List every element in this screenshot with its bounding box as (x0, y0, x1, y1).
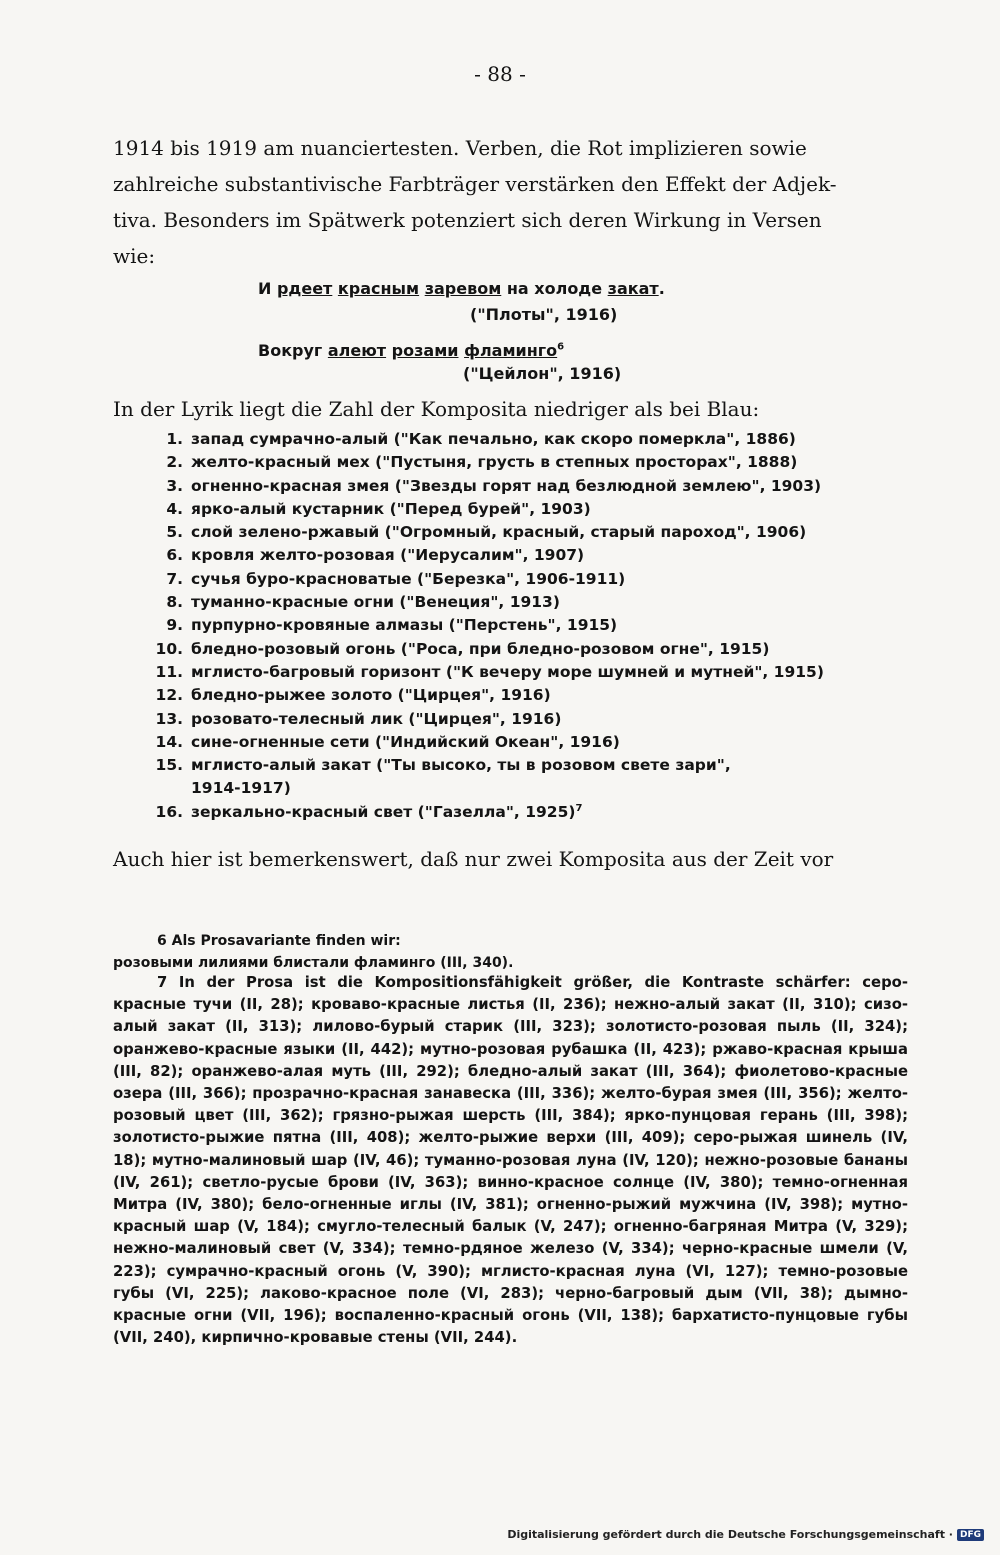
quote-word-underlined: розами (391, 341, 459, 360)
dfg-logo-icon: DFG (957, 1529, 984, 1541)
footnote-7 (113, 972, 908, 1349)
list-text: запад сумрачно-алый ("Как печально, как скоро померкла", 1886) (191, 430, 796, 448)
quote-plots-source: ("Плоты", 1916) (470, 305, 618, 324)
list-number: 10. (155, 639, 183, 658)
list-item (113, 614, 893, 637)
list-text: бледно-рыжее золото ("Цирцея", 1916) (191, 686, 551, 705)
quote-plots-verse (258, 276, 665, 302)
list-item (113, 801, 893, 824)
list-number: 9. (166, 616, 183, 635)
list-number: 2. (166, 453, 183, 472)
intro-line-2: zahlreiche substantivische Farbträger verstärken den Effekt der Adjek- (113, 172, 837, 196)
list-number-blank (113, 777, 191, 800)
list-number: 5. (166, 523, 183, 542)
footnote-7-text (113, 972, 908, 1349)
quote-word: на холоде (506, 279, 603, 298)
quote-word: И (258, 279, 272, 298)
list-number: 15. (155, 756, 183, 775)
list-number: 6. (166, 546, 183, 565)
list-item (113, 731, 893, 754)
dfg-credit (507, 1528, 984, 1541)
list-text: огненно-красная змея ("Звезды горят над безлюдной землею", 1903) (191, 476, 822, 495)
compound-list (113, 428, 893, 824)
list-text: 1914-1917) (191, 779, 291, 798)
list-item (113, 684, 893, 707)
list-item (113, 661, 893, 684)
quote-word-underlined: фламинго (464, 341, 558, 360)
footnote-ref-7: 7 (575, 802, 583, 814)
quote-word-underlined: заревом (424, 279, 502, 298)
quote-end-punct: . (658, 279, 665, 298)
list-number: 12. (155, 686, 183, 705)
footnote-6 (113, 930, 913, 974)
list-number: 4. (166, 499, 183, 518)
quote-word-underlined: алеют (327, 341, 387, 360)
list-text: розовато-телесный лик ("Цирцея", 1916) (191, 709, 562, 728)
list-text: ярко-алый кустарник ("Перед бурей", 1903) (191, 499, 591, 518)
footnote-ref-6: 6 (557, 341, 565, 353)
quote-word-underlined: рдеет (276, 279, 333, 298)
list-item (113, 708, 893, 731)
closing-text: Auch hier ist bemerkenswert, daß nur zwei Komposita aus der Zeit vor (113, 847, 834, 871)
list-text: мглисто-алый закат ("Ты высоко, ты в розовом свете зари", (191, 756, 731, 775)
footnote-6-body: розовыми лилиями блистали фламинго (III, 340). (113, 955, 514, 971)
list-number: 3. (166, 476, 183, 495)
list-number: 11. (155, 662, 183, 681)
intro-line-1: 1914 bis 1919 am nuanciertesten. Verben, die Rot implizieren sowie (113, 136, 807, 160)
footnote-7-head: 7 In der Prosa ist die Kompositionsfähigkeit größer, die Kontraste schärfer: (157, 974, 851, 991)
list-number: 7. (166, 569, 183, 588)
list-number: 13. (155, 709, 183, 728)
list-number: 1. (166, 430, 183, 448)
list-number: 14. (155, 732, 183, 751)
quote-word-underlined: закат (607, 279, 659, 298)
intro-paragraph (113, 130, 911, 274)
list-item (113, 638, 893, 661)
footnote-7-body: серо-красные тучи (II, 28); кроваво-красные листья (II, 236); нежно-алый закат (II, 310); сизо-алый закат (II, 313); лилово-бурый старик (III, 323); золотисто-розовая пыль (II, 324); оранжево-красные языки (II, 442); мутно-розовая рубашка (II, 423); ржаво-красная крыша (III, 82); оранжево-алая муть (III, 292); бледно-алый закат (III, 364); фиолетово-красные озера (III, 366); прозрачно-красная занавеска (III, 336); желто-бурая змея (III, 356); желто-розовый цвет (III, 362); грязно-рыжая шерсть (III, 384); ярко-пунцовая герань (III, 398); золотисто-рыжие пятна (III, 408); желто-рыжие верхи (III, 409); серо-рыжая шинель (IV, 18); мутно-малиновый шар (IV, 46); туманно-розовая луна (IV, 120); нежно-розовые бананы (IV, 261); светло-русые брови (IV, 363); винно-красное солнце (IV, 380); темно-огненная Митра (IV, 380); бело-огненные иглы (IV, 381); огненно-рыжий мужчина (IV, 398); мутно-красный шар (V, 184); смугло-телесный балык (V, 247); огненно-багряная Митра (V, 329); нежно-малиновый свет (V, 334); темно-рдяное железо (V, 334); черно-красные шмели (V, 223); сумрачно-красный огонь (V, 390); мглисто-красная луна (VI, 127); темно-розовые губы (VI, 225); лаково-красное поле (VI, 283); черно-багровый дым (VII, 38); дымно-красные огни (VII, 196); воспаленно-красный огонь (VII, 138); бархатисто-пунцовые губы (VII, 240), кирпично-кровавые стены (VII, 244). (113, 974, 908, 1347)
list-item (113, 498, 893, 521)
list-text: сучья буро-красноватые ("Березка", 1906-1911) (191, 569, 626, 588)
list-item (113, 428, 893, 451)
footnote-6-head: 6 Als Prosavariante finden wir: (157, 933, 401, 949)
quote-word-underlined: красным (337, 279, 420, 298)
list-item (113, 754, 893, 777)
list-text: туманно-красные огни ("Венеция", 1913) (191, 593, 560, 612)
list-text-main: зеркально-красный свет ("Газелла", 1925) (191, 802, 576, 821)
list-item (113, 521, 893, 544)
list-item (113, 544, 893, 567)
quote-word: Вокруг (258, 341, 323, 360)
list-number: 8. (166, 593, 183, 612)
dfg-credit-text: Digitalisierung gefördert durch die Deutsche Forschungsgemeinschaft · (507, 1528, 953, 1541)
intro-line-3: tiva. Besonders im Spätwerk potenziert sich deren Wirkung in Versen (113, 208, 822, 232)
list-item (113, 568, 893, 591)
page-number: - 88 - (474, 62, 526, 86)
list-item-continuation (113, 777, 893, 800)
list-text: мглисто-багровый горизонт ("К вечеру море шумней и мутней", 1915) (191, 662, 824, 681)
list-item (113, 475, 893, 498)
list-number: 16. (155, 802, 183, 821)
list-text: желто-красный мех ("Пустыня, грусть в степных просторах", 1888) (191, 453, 798, 472)
list-item (113, 451, 893, 474)
list-text: кровля желто-розовая ("Иерусалим", 1907) (191, 546, 585, 565)
intro-line-4: wie: (113, 244, 156, 268)
list-text: сине-огненные сети ("Индийский Океан", 1916) (191, 732, 620, 751)
list-text (191, 801, 893, 824)
quote-ceylon-source: ("Цейлон", 1916) (463, 364, 622, 383)
list-item (113, 591, 893, 614)
list-text: бледно-розовый огонь ("Роса, при бледно-розовом огне", 1915) (191, 639, 770, 658)
list-text: слой зелено-ржавый ("Огромный, красный, старый пароход", 1906) (191, 523, 807, 542)
list-text: пурпурно-кровяные алмазы ("Перстень", 1915) (191, 616, 618, 635)
list-lead-text: In der Lyrik liegt die Zahl der Komposita niedriger als bei Blau: (113, 397, 760, 421)
